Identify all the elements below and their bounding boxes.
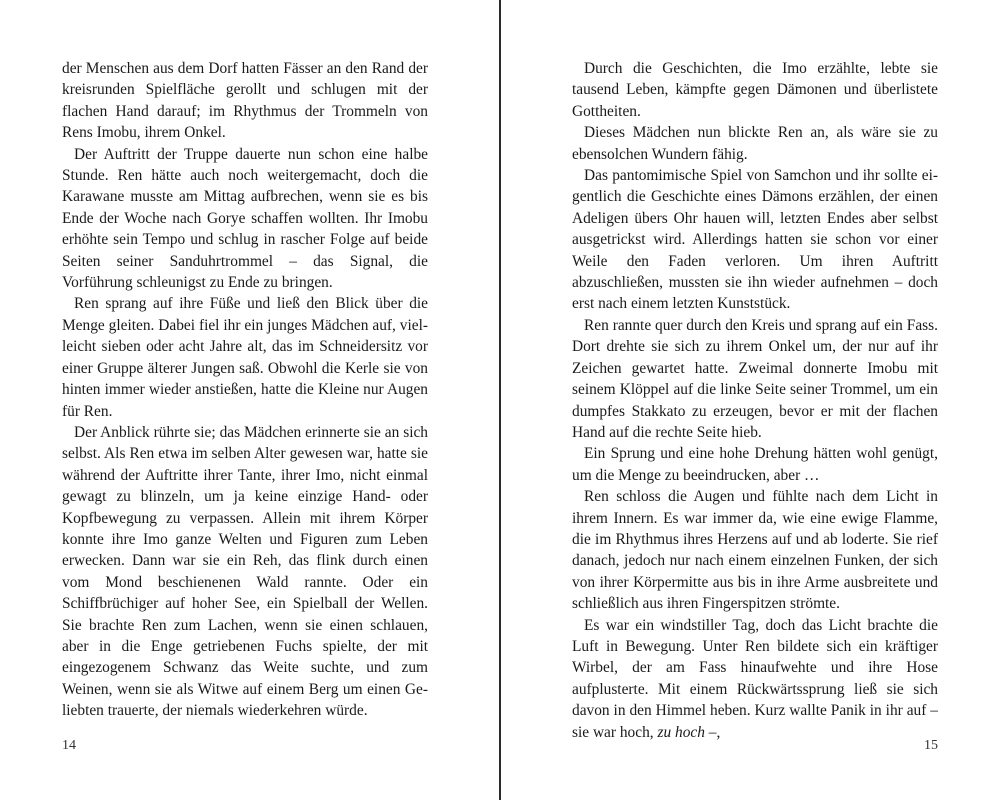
paragraph: Der Auftritt der Truppe dauerte nun schon eine halbe Stunde. Ren hätte auch noch weitergemacht, doch die Karawane musste am Mittag aufbrechen, wenn sie es bis Ende der Woche nach Gorye schaffen wollten. Ihr Imobu erhöhte sein Tempo und schlug in rascher Folge auf beide Seiten seiner Sanduhrtrommel – das Signal, die Vorführung schleunigst zu Ende zu bringen. [62, 145, 428, 292]
page-number-right: 15 [924, 738, 938, 753]
paragraph-last [572, 615, 938, 743]
emphasis-text: zu hoch [657, 723, 705, 741]
page-number-left: 14 [62, 738, 76, 753]
paragraph: Ren rannte quer durch den Kreis und sprang auf ein Fass. Dort drehte sie sich zu ihrem Onkel um, der nur auf ihr Zeichen gewartet hatte. Zweimal donnerte Imobu mit seinem Klöppel auf die linke Seite seiner Trommel, um ein dumpfes Stakkato zu erzeugen, bevor er mit der flachen Hand auf die rechte Seite hieb. [572, 316, 938, 441]
paragraph: Das pantomimische Spiel von Samchon und ihr sollte eigentlich die Geschichte eines Dämons erzählen, der einen Adeligen übers Ohr hauen will, letzten Endes aber selbst ausgetrickst wird. Allerdings hatten sie schon vor einer Weile den Faden verloren. Um ihren Auftritt abzuschließen, mussten sie ihn wieder aufnehmen – doch erst nach einem letzten Kunststück. [572, 167, 938, 313]
right-page [501, 0, 1000, 800]
paragraph-tail: –, [704, 723, 721, 741]
paragraph: Der Anblick rührte sie; das Mädchen erinnerte sie an sich selbst. Als Ren etwa im selben Alter gewesen war, hatte sie während der Auftritte ihrer Tante, ihrer Imo, nicht einmal gewagt zu blinzeln, um ja keine einzige Hand- oder Kopfbewegung zu verpassen. Allein mit ihrem Körper konnte ihre Imo ganze Welten und Figuren zum Leben erwecken. Dann war sie ein Reh, das flink durch einen vom Mond beschienenen Wald rannte. Oder ein Schiffbrüchiger auf hoher See, ein Spielball der Wellen. Sie brachte Ren zum Lachen, wenn sie einen schlauen, aber in die Enge getriebenen Fuchs spielte, der mit eingezogenem Schwanz das Weite suchte, und zum Weinen, wenn sie als Witwe auf einem Berg um einen Geliebten trauerte, der niemals wiederkehren würde. [62, 423, 428, 720]
paragraph: der Menschen aus dem Dorf hatten Fässer an den Rand der kreisrunden Spielfläche gerollt und schlugen mit der flachen Hand darauf; im Rhythmus der Trommeln von Rens Imobu, ihrem Onkel. [62, 60, 428, 142]
paragraph: Ein Sprung und eine hohe Drehung hätten wohl genügt, um die Menge zu beeindrucken, aber … [572, 445, 938, 484]
right-page-text [572, 58, 938, 743]
paragraph: Durch die Geschichten, die Imo erzählte, lebte sie tausend Leben, kämpfte gegen Dämonen und überlistete Gottheiten. [572, 60, 938, 120]
paragraph: Ren schloss die Augen und fühlte nach dem Licht in ihrem Innern. Es war immer da, wie eine ewige Flamme, die im Rhythmus ihres Herzens auf und ab loderte. Sie rief danach, jedoch nur nach einem einzelnen Funken, der sich von ihrer Körpermitte aus bis in ihre Arme ausbreitete und schließlich aus ihren Fingerspitzen strömte. [572, 488, 938, 613]
paragraph: Dieses Mädchen nun blickte Ren an, als wäre sie zu ebensolchen Wundern fähig. [572, 124, 938, 163]
left-page [0, 0, 499, 800]
paragraph-text: Es war ein windstiller Tag, doch das Licht brachte die Luft in Bewegung. Unter Ren bildete sich ein kräftiger Wirbel, der am Fass hinaufwehte und ihre Hose aufplusterte. Mit einem Rückwärtssprung ließ sie sich davon in den Himmel heben. Kurz wallte Panik in ihr auf – sie war hoch, [572, 616, 938, 741]
paragraph: Ren sprang auf ihre Füße und ließ den Blick über die Menge gleiten. Dabei fiel ihr ein junges Mädchen auf, vielleicht sieben oder acht Jahre alt, das im Schneidersitz vor einer Gruppe älterer Jungen saß. Obwohl die Kerle sie von hinten immer wieder anstießen, hatte die Kleine nur Augen für Ren. [62, 295, 428, 420]
left-page-text [62, 58, 428, 722]
